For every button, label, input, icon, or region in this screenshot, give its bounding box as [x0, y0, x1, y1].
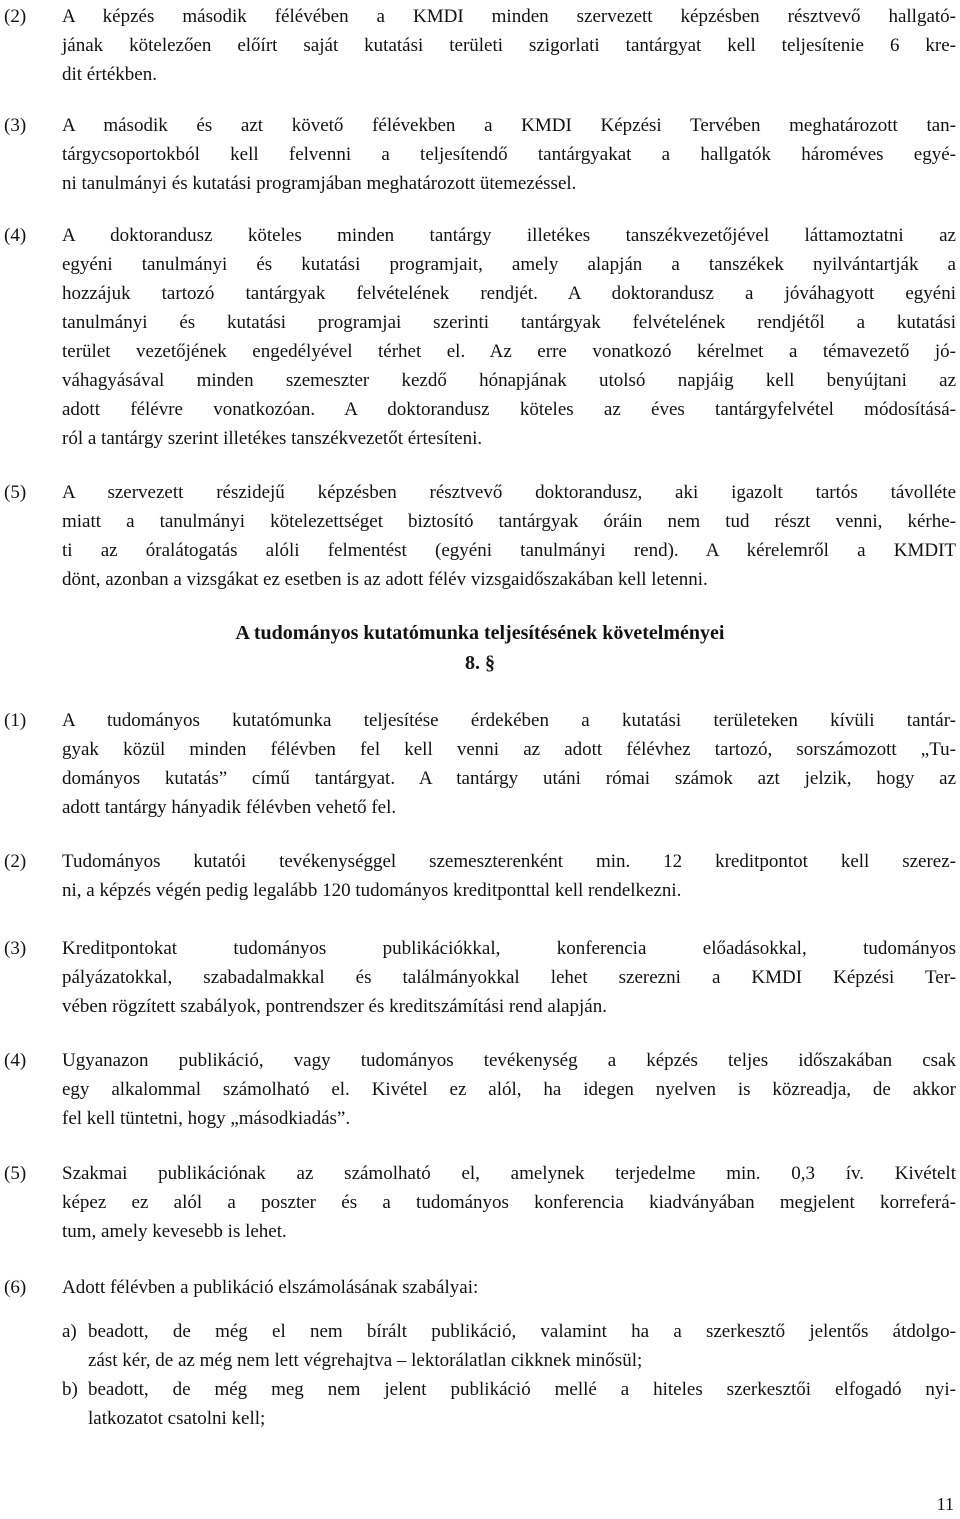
text-line: ti az óralátogatás alóli felmentést (egyéni tanulmányi rend). A kérelemről a KMDIT: [62, 540, 956, 561]
subitem-text: [88, 1317, 956, 1375]
text-line: tárgycsoportokból kell felvenni a teljesítendő tantárgyakat a hallgatók hároméves egyé-: [62, 144, 956, 165]
paragraph-3: [0, 934, 956, 1021]
paragraph-text: [62, 1046, 956, 1133]
text-line: beadott, de még meg nem jelent publikáció mellé a hiteles szerkesztői elfogadó nyi-: [88, 1379, 956, 1400]
text-line: ni, a képzés végén pedig legalább 120 tudományos kreditponttal kell rendelkezni.: [62, 880, 682, 901]
paragraph-number: (5): [4, 482, 27, 503]
subitem-label: b): [62, 1379, 78, 1400]
page-number: 11: [936, 1494, 954, 1514]
subitem-label: a): [62, 1321, 77, 1342]
text-line: A doktorandusz köteles minden tantárgy illetékes tanszékvezetőjével láttamoztatni az: [62, 225, 956, 246]
paragraph-number: (3): [4, 938, 27, 959]
text-line: A képzés második félévében a KMDI minden szervezett képzésben résztvevő hallgató-: [62, 6, 956, 27]
paragraph-text: [62, 2, 956, 89]
paragraph-3-top: [0, 111, 956, 198]
text-line: dit értékben.: [62, 64, 157, 85]
section-title: A tudományos kutatómunka teljesítésének követelményei: [235, 622, 725, 644]
paragraph-text: [62, 221, 956, 453]
paragraph-1: [0, 706, 956, 822]
text-line: vében rögzített szabályok, pontrendszer és kreditszámítási rend alapján.: [62, 996, 607, 1017]
paragraph-number: (3): [4, 115, 27, 136]
paragraph-4-top: [0, 221, 956, 453]
paragraph-number: (6): [4, 1277, 27, 1298]
text-line: adott tantárgy hányadik félévben vehető fel.: [62, 797, 397, 818]
text-line: miatt a tanulmányi kötelezettséget biztosító tantárgyak óráin nem tud részt venni, kérhe-: [62, 511, 956, 532]
text-line: ról a tantárgy szerint illetékes tanszékvezetőt értesíteni.: [62, 428, 483, 449]
text-line: jának kötelezően előírt saját kutatási területi szigorlati tantárgyat kell teljesítenie 6 kre-: [62, 35, 956, 56]
text-line: képez ez alól a poszter és a tudományos konferencia kiadványában megjelent korreferá-: [62, 1192, 956, 1213]
text-line: A második és azt követő félévekben a KMDI Képzési Tervében meghatározott tan-: [62, 115, 956, 136]
subitem-text: [88, 1375, 956, 1433]
text-line: adott félévre vonatkozóan. A doktorandusz köteles az éves tantárgyfelvétel módosításá-: [62, 399, 956, 420]
paragraph-number: (1): [4, 710, 27, 731]
text-line: váhagyásával minden szemeszter kezdő hónapjának utolsó napjáig kell benyújtani az: [62, 370, 956, 391]
paragraph-number: (4): [4, 1050, 27, 1071]
subitem-b: [62, 1375, 956, 1433]
paragraph-text: [62, 478, 956, 594]
text-line: Tudományos kutatói tevékenységgel szemeszterenként min. 12 kreditpontot kell szerez-: [62, 851, 956, 872]
text-line: egy alkalommal számolható el. Kivétel ez alól, ha idegen nyelven is közreadja, de akkor: [62, 1079, 956, 1100]
paragraph-number: (2): [4, 851, 27, 872]
paragraph-number: (5): [4, 1163, 27, 1184]
text-line: latkozatot csatolni kell;: [88, 1408, 266, 1429]
paragraph-text: [62, 111, 956, 198]
text-line: Szakmai publikációnak az számolható el, amelynek terjedelme min. 0,3 ív. Kivételt: [62, 1163, 956, 1184]
text-line: fel kell tüntetni, hogy „másodkiadás”.: [62, 1108, 351, 1129]
text-line: ni tanulmányi és kutatási programjában meghatározott ütemezéssel.: [62, 173, 577, 194]
text-line: zást kér, de az még nem lett végrehajtva – lektorálatlan cikknek minősül;: [88, 1350, 643, 1371]
text-line: A szervezett részidejű képzésben résztvevő doktorandusz, aki igazolt tartós távolléte: [62, 482, 956, 503]
paragraph-text: [62, 934, 956, 1021]
paragraph-number: (4): [4, 225, 27, 246]
text-line: Ugyanazon publikáció, vagy tudományos tevékenység a képzés teljes időszakában csak: [62, 1050, 956, 1071]
paragraph-text: [62, 1159, 956, 1246]
text-line: pályázatokkal, szabadalmakkal és találmányokkal lehet szerezni a KMDI Képzési Ter-: [62, 967, 956, 988]
paragraph-5-top: [0, 478, 956, 594]
text-line: gyak közül minden félévben fel kell venni az adott félévhez tartozó, sorszámozott „Tu-: [62, 739, 956, 760]
text-line: Kreditpontokat tudományos publikációkkal, konferencia előadásokkal, tudományos: [62, 938, 956, 959]
text-line: dományos kutatás” című tantárgyat. A tantárgy utáni római számok azt jelzik, hogy az: [62, 768, 956, 789]
text-line: beadott, de még el nem bírált publikáció, valamint ha a szerkesztő jelentős átdolgo-: [88, 1321, 956, 1342]
text-line: hozzájuk tartozó tantárgyak felvételének rendjét. A doktorandusz a jóváhagyott egyéni: [62, 283, 956, 304]
text-line: terület vezetőjének engedélyével térhet el. Az erre vonatkozó kérelmet a témavezető jó-: [62, 341, 956, 362]
text-line: dönt, azonban a vizsgákat ez esetben is az adott félév vizsgaidőszakában kell letenni.: [62, 569, 708, 590]
paragraph-2: [0, 847, 956, 905]
paragraph-2-top: [0, 2, 956, 89]
text-line: tum, amely kevesebb is lehet.: [62, 1221, 287, 1242]
subitem-a: [62, 1317, 956, 1375]
section-number: 8. §: [465, 652, 495, 674]
text-line: Adott félévben a publikáció elszámolásának szabályai:: [62, 1277, 479, 1298]
paragraph-5: [0, 1159, 956, 1246]
paragraph-text: [62, 1273, 956, 1302]
text-line: A tudományos kutatómunka teljesítése érdekében a kutatási területeken kívüli tantár-: [62, 710, 956, 731]
paragraph-text: [62, 706, 956, 822]
text-line: egyéni tanulmányi és kutatási programjait, amely alapján a tanszékek nyilvántartják a: [62, 254, 956, 275]
text-line: tanulmányi és kutatási programjai szerinti tantárgyak felvételének rendjétől a kutatási: [62, 312, 956, 333]
paragraph-text: [62, 847, 956, 905]
paragraph-number: (2): [4, 6, 27, 27]
paragraph-4: [0, 1046, 956, 1133]
paragraph-6: [0, 1273, 956, 1302]
